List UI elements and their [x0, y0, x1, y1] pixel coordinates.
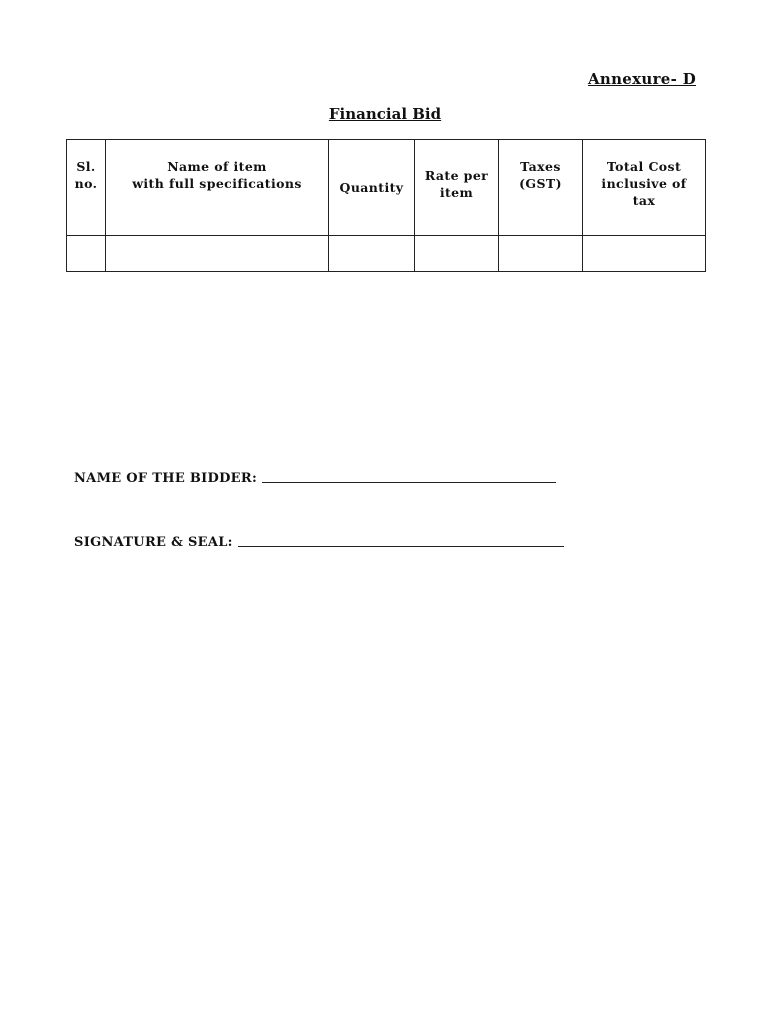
signature-seal-label: SIGNATURE & SEAL: — [74, 535, 233, 550]
annexure-label: Annexure- D — [587, 70, 696, 88]
bidder-name-label: NAME OF THE BIDDER: — [74, 471, 258, 486]
cell-rate[interactable] — [415, 236, 499, 272]
page-title: Financial Bid — [328, 105, 442, 123]
cell-quantity[interactable] — [329, 236, 415, 272]
cell-taxes[interactable] — [499, 236, 583, 272]
signature-seal-blank[interactable] — [238, 545, 564, 547]
financial-bid-table — [66, 139, 706, 272]
signature-seal-field — [74, 535, 564, 550]
header-taxes: Taxes (GST) — [499, 140, 583, 236]
cell-sl-no[interactable] — [67, 236, 106, 272]
header-rate: Rate per item — [415, 140, 499, 236]
cell-total-cost[interactable] — [583, 236, 706, 272]
bidder-name-field — [74, 471, 556, 486]
header-total-cost: Total Cost inclusive of tax — [583, 140, 706, 236]
table-header-row — [67, 140, 706, 236]
cell-item-name[interactable] — [106, 236, 329, 272]
header-quantity: Quantity — [329, 140, 415, 236]
header-sl-no: Sl. no. — [67, 140, 106, 236]
bidder-name-blank[interactable] — [262, 481, 556, 483]
header-item-name: Name of item with full specifications — [106, 140, 329, 236]
table-row — [67, 236, 706, 272]
